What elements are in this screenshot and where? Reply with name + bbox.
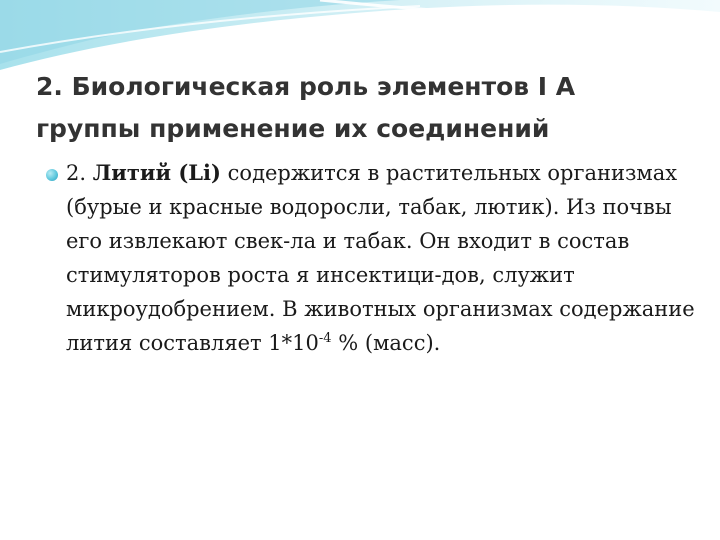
- item-number: 2.: [66, 161, 87, 185]
- item-text-part-1: содержится в растительных организмах (бурые и красные водоросли, табак, лютик). Из почвы его извлекают свек-ла и табак. Он входит в состав стимуляторов роста я инсектици-дов, служит микроудобрением. В животных организмах содержание лития составляет 1*10: [66, 161, 695, 355]
- list-item: [46, 156, 696, 360]
- element-term: Литий (Li): [92, 160, 221, 185]
- item-text-part-2: % (масс).: [331, 331, 441, 355]
- slide-title: [36, 66, 696, 150]
- title-line-1: 2. Биологическая роль элементов I А: [36, 72, 576, 101]
- content-list: [46, 156, 696, 360]
- title-line-2: группы применение их соединений: [36, 114, 550, 143]
- exponent-superscript: -4: [318, 331, 332, 346]
- bullet-dot-icon: [46, 169, 58, 181]
